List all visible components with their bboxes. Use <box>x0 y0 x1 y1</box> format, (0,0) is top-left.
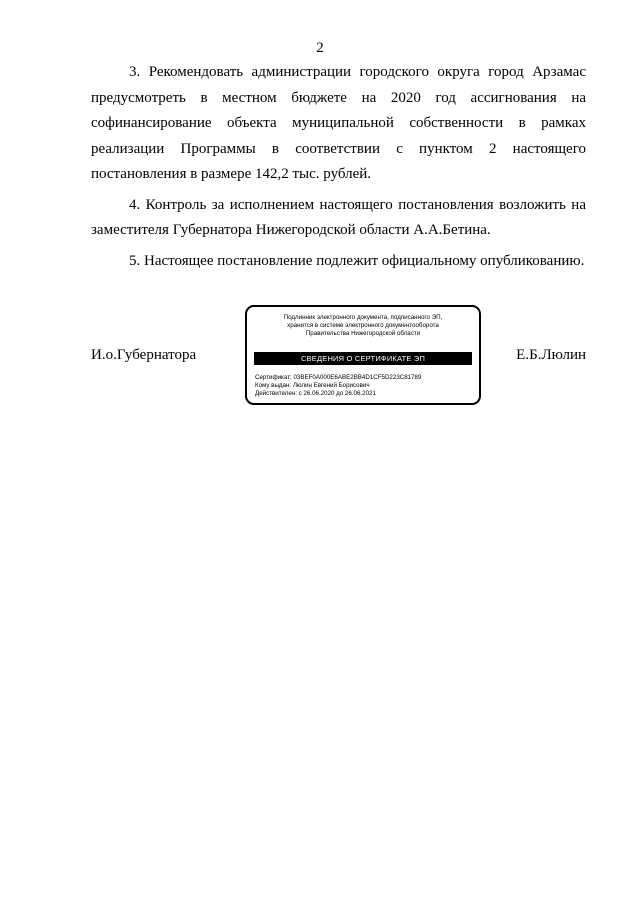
certificate-owner: Кому выдан: Люлин Евгений Борисович <box>255 382 370 390</box>
paragraph-3: 3. Рекомендовать администрации городского округа город Арзамас предусмотреть в местном бюджете на 2020 год ассигнования на софинансирование объекта муниципальной собственности в рамках реализации Программы в соответствии с пунктом 2 настоящего постановления в размере 142,2 тыс. рублей. <box>91 64 586 182</box>
electronic-signature-stamp <box>245 305 481 405</box>
signatory-title: И.о.Губернатора <box>91 347 197 363</box>
stamp-header-line: Подлинник электронного документа, подписанного ЭП, <box>283 314 443 321</box>
paragraph-5: 5. Настоящее постановление подлежит официальному опубликованию. <box>129 252 585 269</box>
certificate-validity: Действителен: с 26.06.2020 до 26.06.2021 <box>255 390 376 398</box>
page-number: 2 <box>316 40 324 56</box>
stamp-header <box>247 314 479 339</box>
paragraph-4: 4. Контроль за исполнением настоящего постановления возложить на заместителя Губернатора Нижегородской области А.А.Бетина. <box>91 196 586 238</box>
document-body <box>91 60 586 279</box>
certificate-info-bar: СВЕДЕНИЯ О СЕРТИФИКАТЕ ЭП <box>254 352 472 365</box>
stamp-header-line: Правительства Нижегородской области <box>305 330 421 338</box>
signature-block <box>91 305 586 408</box>
signatory-name: Е.Б.Люлин <box>516 347 586 363</box>
certificate-details <box>255 374 421 399</box>
certificate-number: Сертификат: 03BEF0A000E6ABE2BB4D1CF5D223C81789 <box>255 374 422 381</box>
stamp-header-line: хранится в системе электронного документооборота <box>287 322 439 330</box>
